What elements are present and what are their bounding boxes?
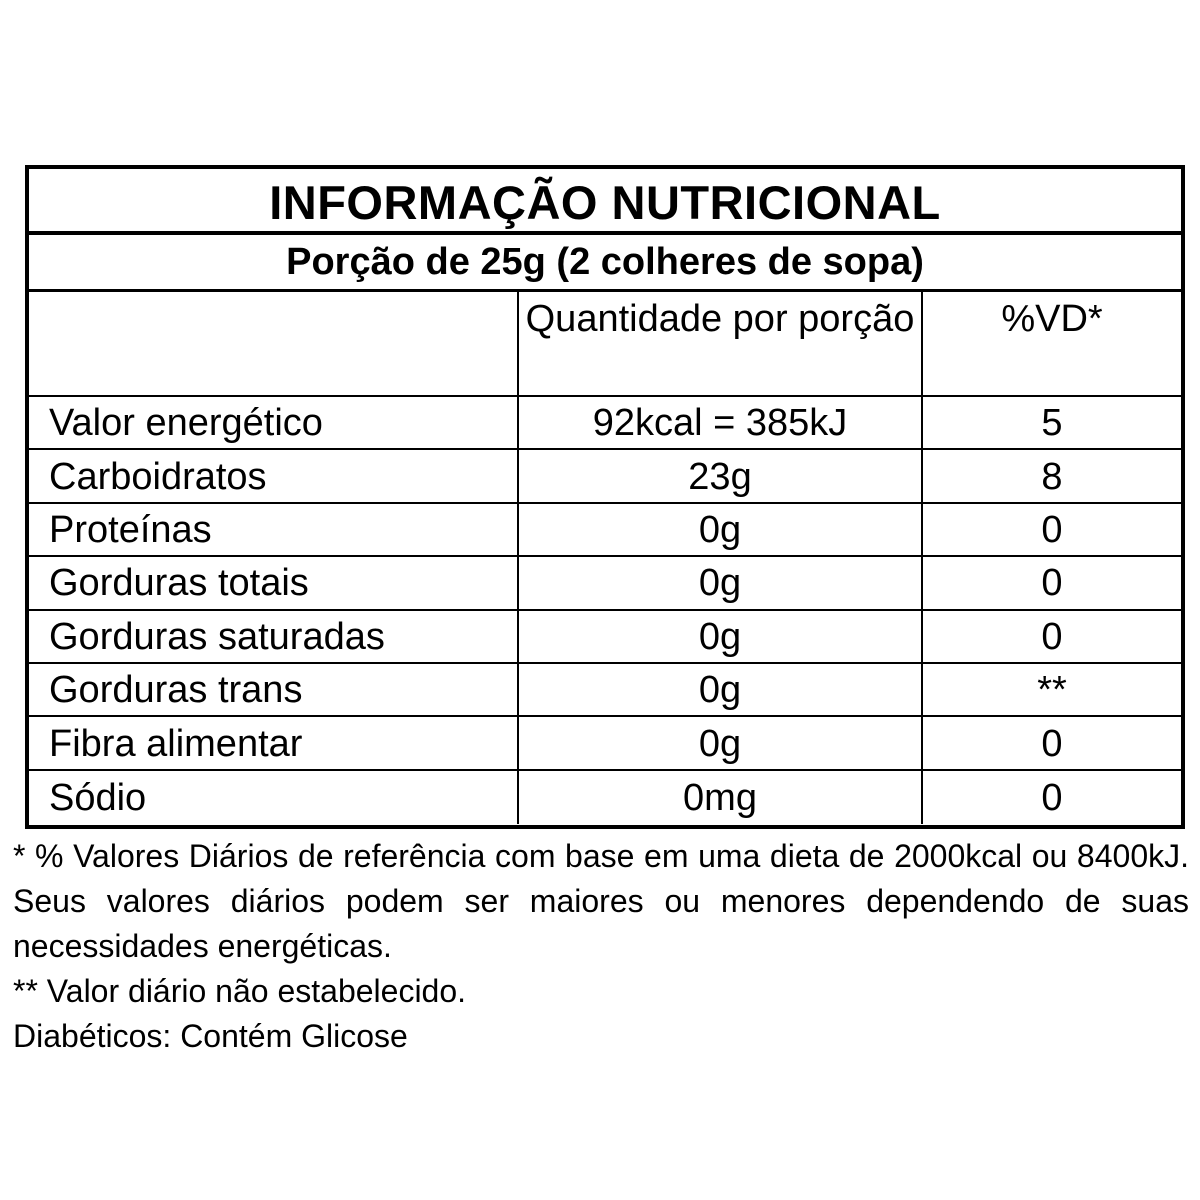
- table-row: [29, 664, 1181, 717]
- nutrient-dv: 0: [1041, 562, 1063, 605]
- nutrition-facts-table: [25, 165, 1185, 829]
- table-row: [29, 717, 1181, 770]
- header-row: [29, 292, 1181, 397]
- nutrient-dv: 0: [1041, 722, 1063, 765]
- header-nutrient: [29, 292, 519, 395]
- table-row: [29, 557, 1181, 610]
- table-row: [29, 450, 1181, 503]
- nutrient-dv: **: [1037, 669, 1067, 712]
- portion-size: Porção de 25g (2 colheres de sopa): [29, 235, 1181, 292]
- nutrient-dv: 8: [1041, 455, 1063, 498]
- table-title: INFORMAÇÃO NUTRICIONAL: [29, 169, 1181, 235]
- nutrient-amount: 23g: [519, 450, 923, 501]
- nutrient-dv: 0: [1041, 776, 1063, 819]
- nutrient-amount: 0mg: [519, 771, 923, 824]
- nutrient-amount: 0g: [519, 717, 923, 768]
- header-amount: Quantidade por porção: [519, 292, 923, 395]
- nutrient-amount: 0g: [519, 664, 923, 715]
- nutrient-grid: [29, 292, 1181, 824]
- nutrient-name: Gorduras totais: [29, 557, 519, 608]
- nutrient-name: Carboidratos: [29, 450, 519, 501]
- nutrient-name: Sódio: [29, 771, 519, 824]
- footnote-diabetics: Diabéticos: Contém Glicose: [13, 1018, 408, 1054]
- table-row: [29, 397, 1181, 450]
- table-row: [29, 771, 1181, 824]
- nutrient-name: Fibra alimentar: [29, 717, 519, 768]
- footnote-reference: * % Valores Diários de referência com base em uma dieta de 2000kcal ou 8400kJ. Seus valores diários podem ser maiores ou menores dependendo de suas necessidades energéticas.: [13, 838, 1189, 964]
- nutrient-amount: 0g: [519, 557, 923, 608]
- nutrient-amount: 0g: [519, 611, 923, 662]
- nutrient-dv: 0: [1041, 615, 1063, 658]
- footnotes: [13, 834, 1189, 1059]
- table-row: [29, 611, 1181, 664]
- header-dv: %VD*: [1001, 298, 1103, 340]
- nutrient-name: Valor energético: [29, 397, 519, 448]
- nutrient-amount: 92kcal = 385kJ: [519, 397, 923, 448]
- nutrient-dv: 5: [1041, 402, 1063, 445]
- nutrient-dv: 0: [1041, 508, 1063, 551]
- nutrient-name: Proteínas: [29, 504, 519, 555]
- table-row: [29, 504, 1181, 557]
- nutrient-name: Gorduras trans: [29, 664, 519, 715]
- nutrient-amount: 0g: [519, 504, 923, 555]
- footnote-not-established: ** Valor diário não estabelecido.: [13, 973, 467, 1009]
- nutrient-name: Gorduras saturadas: [29, 611, 519, 662]
